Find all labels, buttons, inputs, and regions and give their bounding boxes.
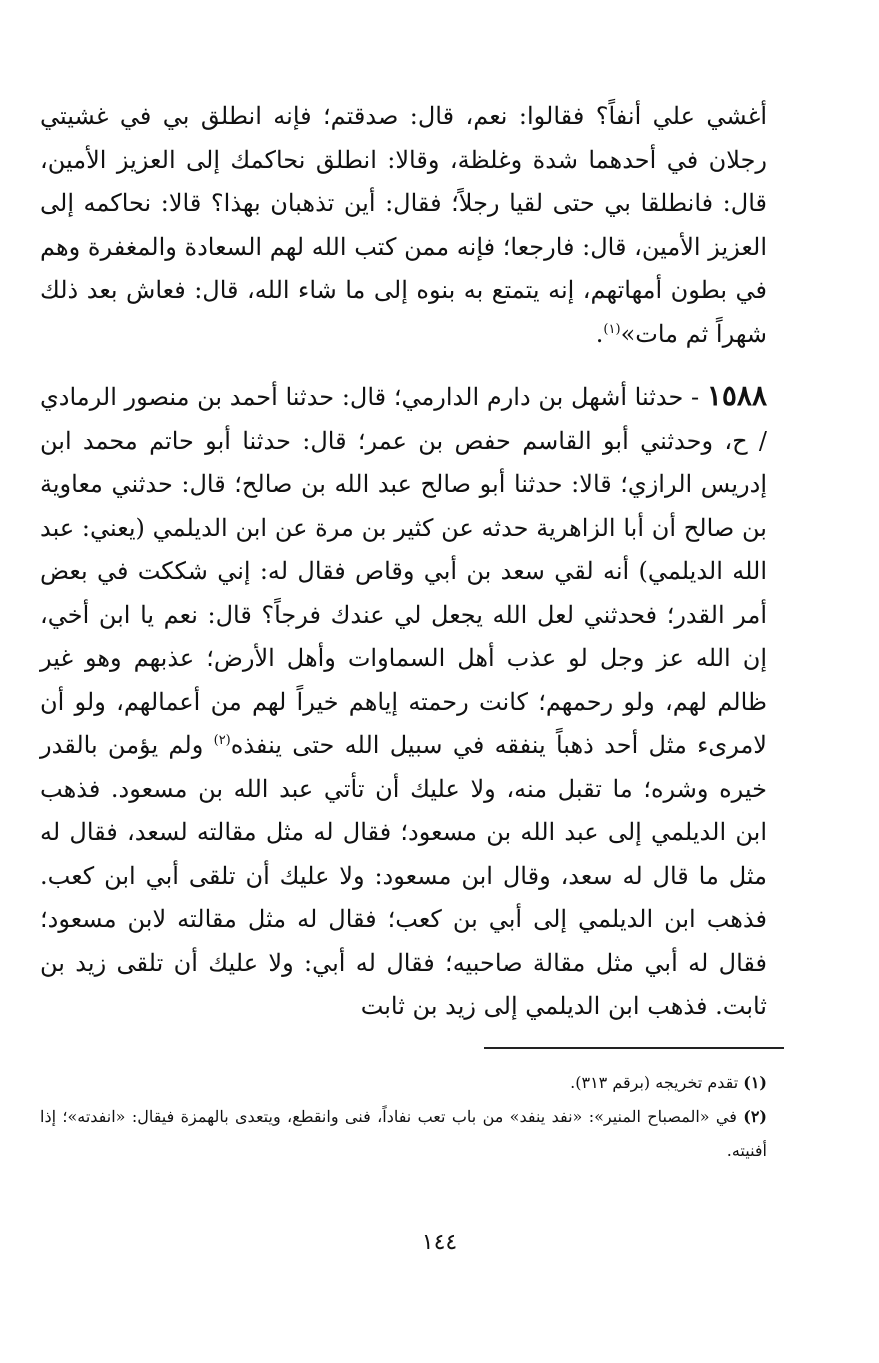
footnote-1-label: (١) [743, 1073, 767, 1092]
footnote-1-text: تقدم تخريجه (برقم ٣١٣). [570, 1073, 744, 1092]
footnote-ref-2: (٢) [213, 733, 231, 748]
paragraph-1 [40, 95, 767, 356]
hadith-number: ١٥٨٨ [706, 379, 767, 412]
paragraph-1-text: أغشي علي أنفاً؟ فقالوا: نعم، قال: صدقتم؛ فإنه انطلق بي في غشيتي رجلان في أحدهما شدة وغلظة، وقالا: انطلق نحاكمك إلى العزيز الأمين، قال: فانطلقا بي حتى لقيا رجلاً؛ فقال: أين تذهبان بهذا؟ قالا: نحاكمه إلى العزيز الأمين، قال: فارجعا؛ فإنه ممن كتب الله لهم السعادة والمغفرة وهم في بطون أمهاتهم، إنه يتمتع به بنوه إلى ما شاء الله، قال: فعاش بعد ذلك شهراً ثم مات» [40, 102, 767, 348]
main-text [40, 95, 767, 1029]
footnote-ref-1: (١) [603, 321, 621, 337]
hadith-text-part-b: ولم يؤمن بالقدر خيره وشره؛ ما تقبل منه، ولا عليك أن تأتي عبد الله بن مسعود. فذهب ابن الديلمي إلى عبد الله بن مسعود؛ فقال له مثل مقالته لسعد، فقال له مثل ما قال له سعد، وقال ابن مسعود: ولا عليك أن تلقى أبي ابن كعب. فذهب ابن الديلمي إلى أبي بن كعب؛ فقال له مثل مقالته لابن مسعود؛ فقال له أبي مثل مقالة صاحبيه؛ فقال له أبي: ولا عليك أن تلقى زيد بن ثابت. فذهب ابن الديلمي إلى زيد بن ثابت [40, 731, 767, 1020]
footnote-divider [484, 1047, 784, 1049]
footnote-2 [40, 1100, 767, 1168]
page-number: ١٤٤ [421, 1230, 458, 1255]
footnote-1 [40, 1066, 767, 1100]
footnotes [40, 1066, 767, 1168]
paragraph-1-end: . [595, 319, 604, 348]
footnote-2-label: (٢) [743, 1107, 767, 1126]
footnote-2-text: في «المصباح المنير»: «نفد ينفد» من باب تعب نفاداً، فنى وانقطع، ويتعدى بالهمزة فيقال: «انفدته»؛ إذا أفنيته. [40, 1107, 767, 1160]
hadith-1588 [40, 374, 767, 1029]
hadith-text-part-a: - حدثنا أشهل بن دارم الدارمي؛ قال: حدثنا أحمد بن منصور الرمادي / ح، وحدثني أبو القاسم حفص بن عمر؛ قال: حدثنا أبو حاتم محمد ابن إدريس الرازي؛ قالا: حدثنا أبو صالح عبد الله بن صالح؛ قال: حدثني معاوية بن صالح أن أبا الزاهرية حدثه عن كثير بن مرة عن ابن الديلمي (يعني: عبد الله الديلمي) أنه لقي سعد بن أبي وقاص فقال له: إني شككت في بعض أمر القدر؛ فحدثني لعل الله يجعل لي عندك فرجاً؟ قال: نعم يا ابن أخي، إن الله عز وجل لو عذب أهل السماوات وأهل الأرض؛ عذبهم وهو غير ظالم لهم، ولو رحمهم؛ كانت رحمته إياهم خيراً لهم من أعمالهم، ولو أن لامرىء مثل أحد ذهباً ينفقه في سبيل الله حتى ينفذه [40, 383, 767, 759]
